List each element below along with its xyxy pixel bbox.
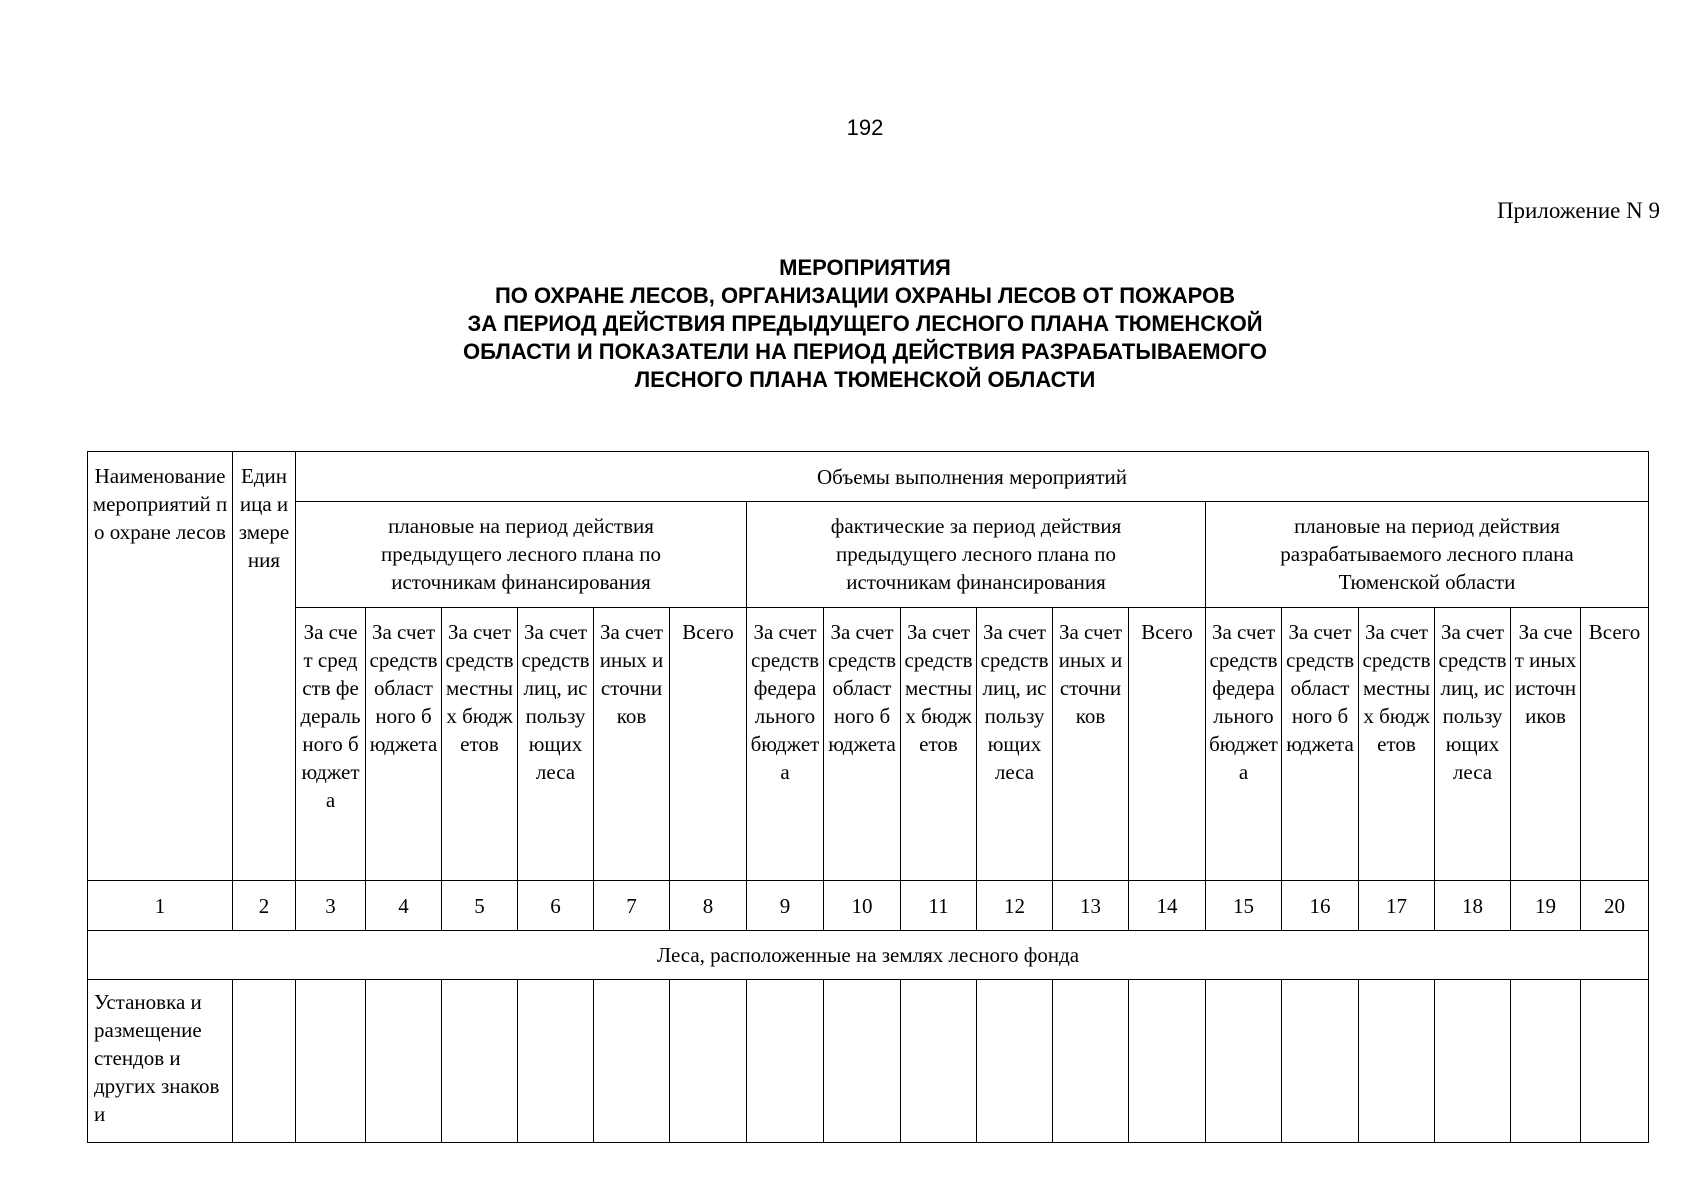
title-line: ОБЛАСТИ И ПОКАЗАТЕЛИ НА ПЕРИОД ДЕЙСТВИЯ РАЗРАБАТЫВАЕМОГО bbox=[463, 339, 1267, 364]
subcol-other-sources: За счет иных источников bbox=[1511, 608, 1581, 881]
column-number: 2 bbox=[233, 881, 296, 931]
column-number: 6 bbox=[518, 881, 594, 931]
volumes-header: Объемы выполнения мероприятий bbox=[296, 452, 1649, 502]
title-line: ЛЕСНОГО ПЛАНА ТЮМЕНСКОЙ ОБЛАСТИ bbox=[634, 367, 1096, 392]
col-name-header: Наименование мероприятий по охране лесов bbox=[88, 452, 233, 881]
column-number: 19 bbox=[1511, 881, 1581, 931]
table-cell bbox=[296, 980, 366, 1143]
column-number: 20 bbox=[1581, 881, 1649, 931]
table-cell bbox=[1282, 980, 1359, 1143]
column-number: 12 bbox=[977, 881, 1053, 931]
table-cell bbox=[442, 980, 518, 1143]
table-cell bbox=[1206, 980, 1282, 1143]
column-number: 5 bbox=[442, 881, 518, 931]
subcol-local-budgets: За счет средств местных бюджетов bbox=[901, 608, 977, 881]
group-actual-previous-header: фактические за период действия предыдущего лесного плана по источникам финансирования bbox=[747, 502, 1206, 608]
table-cell bbox=[518, 980, 594, 1143]
table-row bbox=[88, 980, 1649, 1143]
table-cell bbox=[977, 980, 1053, 1143]
subcol-forest-users: За счет средств лиц, использующих леса bbox=[518, 608, 594, 881]
column-number: 15 bbox=[1206, 881, 1282, 931]
table-cell bbox=[1359, 980, 1435, 1143]
page-number: 192 bbox=[846, 115, 884, 140]
column-number: 7 bbox=[594, 881, 670, 931]
subcol-total: Всего bbox=[1129, 608, 1206, 881]
column-number: 10 bbox=[824, 881, 901, 931]
table-cell bbox=[366, 980, 442, 1143]
subcol-federal-budget: За счет средств федерального бюджета bbox=[1206, 608, 1282, 881]
table-cell bbox=[594, 980, 670, 1143]
row-measure-name: Установка и размещение стендов и других знаков и bbox=[88, 980, 233, 1143]
table-cell bbox=[1511, 980, 1581, 1143]
column-number: 14 bbox=[1129, 881, 1206, 931]
column-number: 11 bbox=[901, 881, 977, 931]
subcol-total: Всего bbox=[670, 608, 747, 881]
column-number: 8 bbox=[670, 881, 747, 931]
column-number: 16 bbox=[1282, 881, 1359, 931]
subcol-regional-budget: За счет средств областного бюджета bbox=[1282, 608, 1359, 881]
column-number: 17 bbox=[1359, 881, 1435, 931]
table-cell bbox=[901, 980, 977, 1143]
table-cell bbox=[670, 980, 747, 1143]
subcol-forest-users: За счет средств лиц, использующих леса bbox=[1435, 608, 1511, 881]
column-number: 9 bbox=[747, 881, 824, 931]
table-cell bbox=[1129, 980, 1206, 1143]
subcol-regional-budget: За счет средств областного бюджета bbox=[824, 608, 901, 881]
table-cell bbox=[747, 980, 824, 1143]
subcol-other-sources: За счет иных источников bbox=[1053, 608, 1129, 881]
table-cell bbox=[1581, 980, 1649, 1143]
title-line: МЕРОПРИЯТИЯ bbox=[779, 255, 951, 280]
subcol-regional-budget: За счет средств областного бюджета bbox=[366, 608, 442, 881]
subcol-federal-budget: За счет средств федерального бюджета bbox=[296, 608, 366, 881]
group-planned-new-header: плановые на период действия разрабатываемого лесного плана Тюменской области bbox=[1206, 502, 1649, 608]
subcol-forest-users: За счет средств лиц, использующих леса bbox=[977, 608, 1053, 881]
subcol-other-sources: За счет иных источников bbox=[594, 608, 670, 881]
table-cell bbox=[233, 980, 296, 1143]
table-cell bbox=[824, 980, 901, 1143]
column-number: 1 bbox=[88, 881, 233, 931]
title-line: ПО ОХРАНЕ ЛЕСОВ, ОРГАНИЗАЦИИ ОХРАНЫ ЛЕСОВ ОТ ПОЖАРОВ bbox=[494, 283, 1236, 308]
table-cell bbox=[1053, 980, 1129, 1143]
document-title bbox=[0, 254, 1697, 394]
title-line: ЗА ПЕРИОД ДЕЙСТВИЯ ПРЕДЫДУЩЕГО ЛЕСНОГО ПЛАНА ТЮМЕНСКОЙ bbox=[467, 311, 1263, 336]
appendix-label: Приложение N 9 bbox=[1496, 198, 1660, 223]
section-title: Леса, расположенные на землях лесного фонда bbox=[88, 931, 1649, 980]
table-cell bbox=[1435, 980, 1511, 1143]
column-number: 3 bbox=[296, 881, 366, 931]
subcol-local-budgets: За счет средств местных бюджетов bbox=[442, 608, 518, 881]
measures-table bbox=[87, 451, 1649, 1143]
column-number: 13 bbox=[1053, 881, 1129, 931]
subcol-local-budgets: За счет средств местных бюджетов bbox=[1359, 608, 1435, 881]
column-number-row bbox=[88, 881, 1649, 931]
group-planned-previous-header: плановые на период действия предыдущего лесного плана по источникам финансирования bbox=[296, 502, 747, 608]
subcol-federal-budget: За счет средств федерального бюджета bbox=[747, 608, 824, 881]
column-number: 4 bbox=[366, 881, 442, 931]
column-number: 18 bbox=[1435, 881, 1511, 931]
col-unit-header: Единица измерения bbox=[233, 452, 296, 881]
subcol-total: Всего bbox=[1581, 608, 1649, 881]
